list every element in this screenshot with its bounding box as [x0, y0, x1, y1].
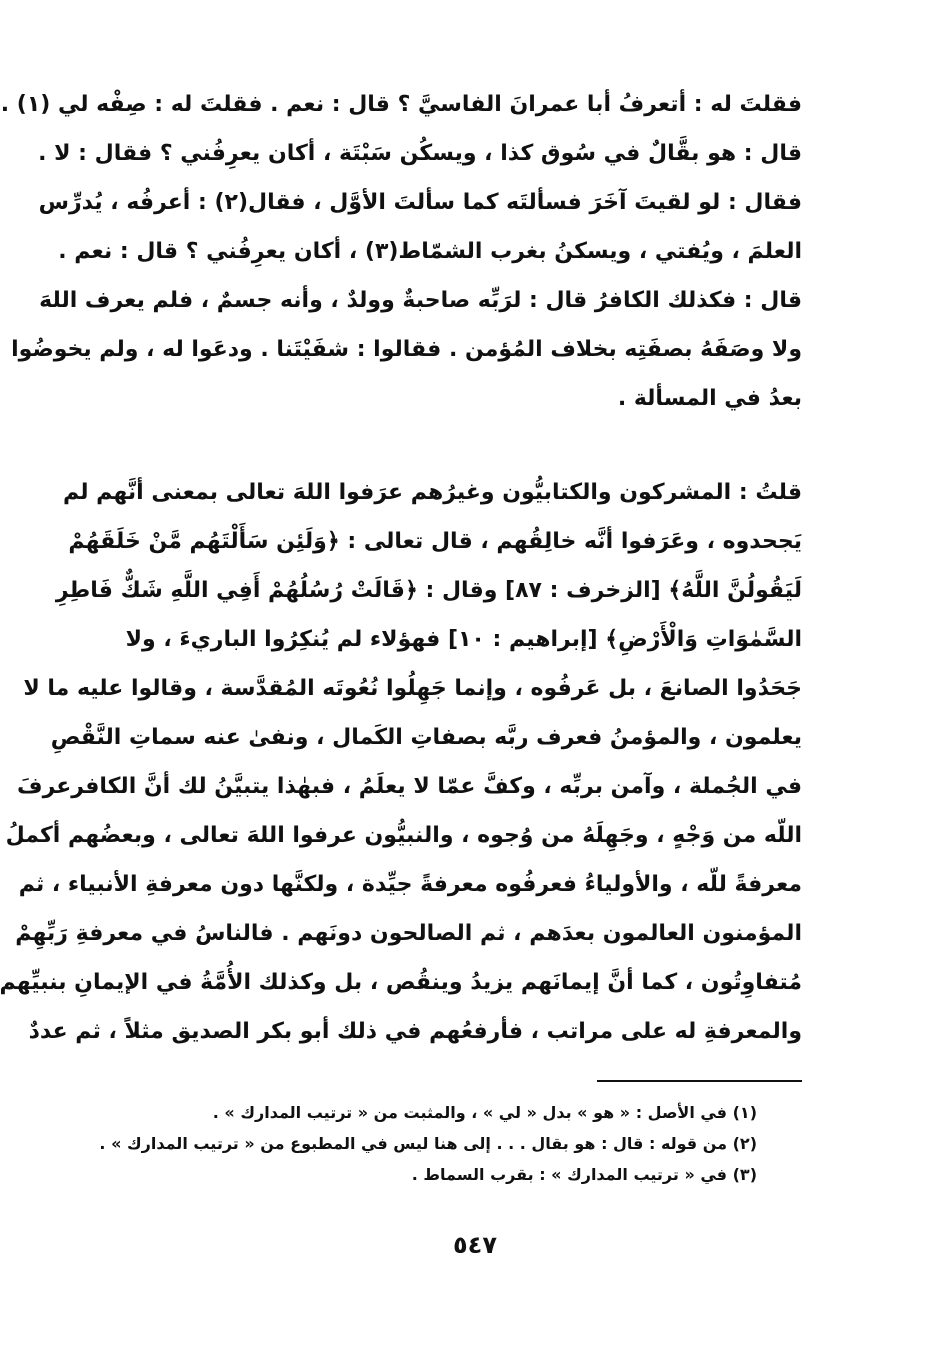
- footnote-divider: [597, 1080, 802, 1082]
- text-line: قلتُ : المشركون والكتابيُّون وغيرُهم عرَفوا اللهَ تعالى بمعنى أنَّهم لم: [62, 480, 802, 505]
- text-line: العلمَ ، ويُفتي ، ويسكنُ بغرب الشمّاط(٣) ، أكان يعرِفُني ؟ قال : نعم .: [58, 239, 802, 264]
- text-line: والمعرفةِ له على مراتب ، فأرفعُهم في ذلك أبو بكر الصديق مثلاً ، ثم عددٌ: [28, 1019, 802, 1044]
- text-line: جَحَدُوا الصانعَ ، بل عَرفُوه ، وإنما جَهِلُوا نُعُوتَه المُقدَّسة ، وقالوا عليه ما لا: [23, 676, 802, 701]
- footnote-1: (١) في الأصل : « هو » بدل « لي » ، والمثبت من « ترتيب المدارك » .: [212, 1103, 757, 1122]
- text-line: مُتفاوِتُون ، كما أنَّ إيمانَهم يزيدُ وينقُص ، بل وكذلك الأُمَّةُ في الإيمانِ بنبيِّهم: [0, 970, 802, 995]
- text-line: فقال : لو لقيتَ آخَرَ فسألتَه كما سألتَ الأوَّل ، فقال(٢) : أعرفُه ، يُدرِّس: [38, 190, 802, 215]
- page-number: ٥٤٧: [453, 1231, 497, 1259]
- paragraph-2: [0, 468, 802, 1056]
- text-line: قال : فكذلك الكافرُ قال : لرَبِّه صاحبةٌ وولدٌ ، وأنه جسمٌ ، فلم يعرف اللهَ: [39, 288, 802, 313]
- text-line: ولا وصَفَهُ بصفَتِه بخلاف المُؤمن . فقالوا : شفَيْتَنا . ودعَوا له ، ولم يخوضُوا: [11, 337, 802, 362]
- text-line: لَيَقُولُنَّ اللَّهُ﴾ [الزخرف : ٨٧] وقال : ﴿قَالَتْ رُسُلُهُمْ أَفِي اللَّهِ شَكٌّ فَاطِرِ: [55, 578, 802, 603]
- text-line: في الجُملة ، وآمن بربِّه ، وكفَّ عمّا لا يعلَمُ ، فبهٰذا يتبيَّنُ لك أنَّ الكافرعرفَ: [17, 774, 802, 799]
- text-line: يعلمون ، والمؤمنُ فعرف ربَّه بصفاتِ الكَمال ، ونفىٰ عنه سماتِ النَّقْصِ: [50, 725, 802, 750]
- text-line: قال : هو بقَّالٌ في سُوق كذا ، ويسكُن سَبْتَة ، أكان يعرِفُني ؟ فقال : لا .: [38, 141, 802, 166]
- text-line: اللّه من وَجْهٍ ، وجَهِلَهُ من وُجوه ، والنبيُّون عرفوا اللهَ تعالى ، وبعضُهم أكملُ: [5, 823, 802, 848]
- footnote-2: (٢) من قوله : قال : هو بقال . . . إلى هنا ليس في المطبوع من « ترتيب المدارك » .: [99, 1134, 757, 1153]
- footnote-3: (٣) في « ترتيب المدارك » : بقرب السماط .: [411, 1165, 757, 1184]
- text-line: يَجحدوه ، وعَرَفوا أنَّه خالِقُهم ، قال تعالى : ﴿وَلَئِن سَأَلْتَهُم مَّنْ خَلَقَهُمْ: [68, 529, 802, 554]
- paragraph-1: [0, 80, 802, 423]
- footnotes: [99, 1097, 757, 1190]
- text-line: بعدُ في المسألة .: [617, 386, 802, 411]
- text-line: المؤمنون العالمون بعدَهم ، ثم الصالحون دونَهم . فالناسُ في معرفةِ رَبِّهِمْ: [15, 921, 802, 946]
- text-line: فقلتَ له : أتعرفُ أبا عمرانَ الفاسيَّ ؟ قال : نعم . فقلتَ له : صِفْه لي (١) .: [0, 92, 802, 117]
- text-line: معرفةً للّه ، والأولياءُ فعرفُوه معرفةً جيِّدة ، ولكنَّها دون معرفةِ الأنبياء ، ثم: [18, 872, 802, 897]
- text-line: السَّمٰوَاتِ وَالْأَرْضِ﴾ [إبراهيم : ١٠] فهؤلاء لم يُنكِرُوا الباريءَ ، ولا: [125, 627, 802, 652]
